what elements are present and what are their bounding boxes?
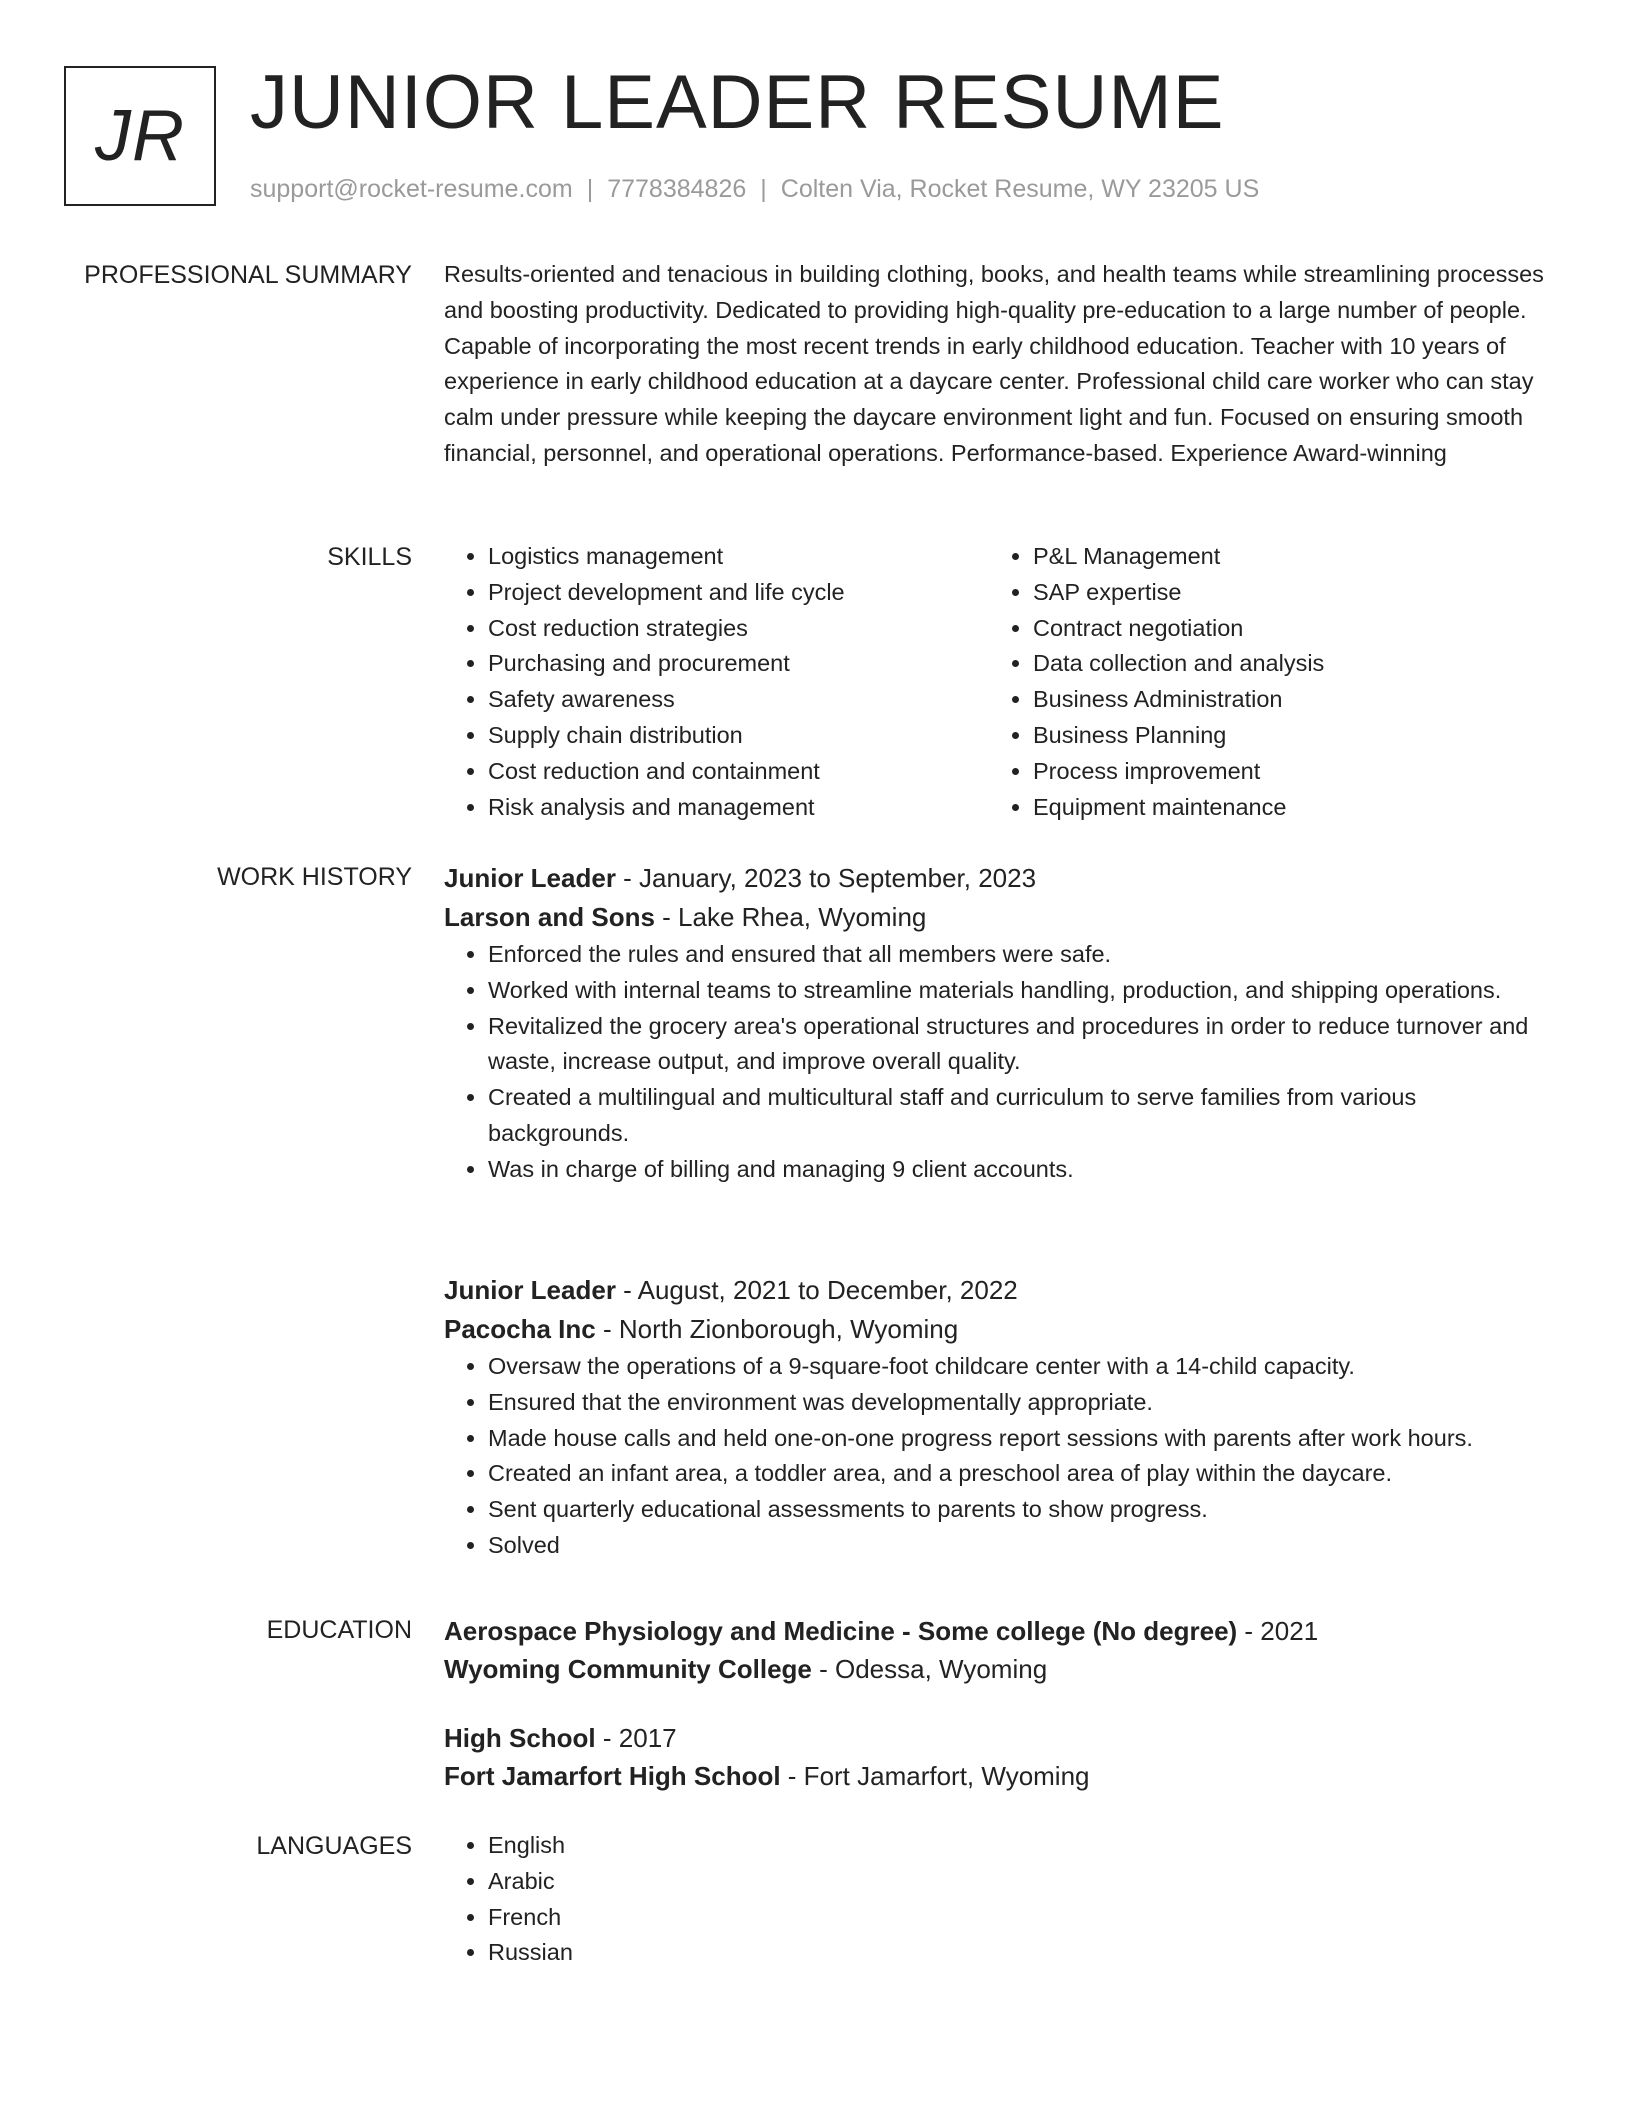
job-title: Junior Leader	[444, 863, 616, 893]
education-degree-line	[444, 1719, 1554, 1757]
list-item: • Oversaw the operations of a 9-square-foot childcare center with a 14-child capacity.	[488, 1349, 1554, 1385]
job-company: Larson and Sons	[444, 902, 655, 932]
education-label: EDUCATION	[266, 1616, 412, 1644]
contact-email: support@rocket-resume.com	[250, 175, 573, 203]
languages-body	[444, 1828, 1554, 1971]
contact-address: Colten Via, Rocket Resume, WY 23205 US	[780, 175, 1260, 203]
list-item: • Cost reduction strategies	[488, 611, 989, 647]
education-school: Wyoming Community College	[444, 1654, 812, 1684]
list-item: • Cost reduction and containment	[488, 754, 989, 790]
resume-title: JUNIOR LEADER RESUME	[250, 60, 1225, 145]
list-item: • Created a multilingual and multicultural staff and curriculum to serve families from various backgrounds.	[488, 1080, 1554, 1152]
skills-body	[444, 539, 1554, 825]
list-item: • English	[488, 1828, 1554, 1864]
list-item: • French	[488, 1900, 1554, 1936]
languages-list	[444, 1828, 1554, 1971]
list-item: • Arabic	[488, 1864, 1554, 1900]
monogram-initials: JR	[95, 96, 185, 176]
contact-separator: |	[586, 175, 594, 203]
education-location: - Fort Jamarfort, Wyoming	[780, 1761, 1090, 1791]
education-degree: Aerospace Physiology and Medicine - Some college (No degree)	[444, 1616, 1238, 1646]
job-title-line	[444, 1271, 1554, 1310]
monogram-box	[64, 66, 216, 206]
list-item: • Created an infant area, a toddler area, and a preschool area of play within the daycare.	[488, 1456, 1554, 1492]
summary-text: Results-oriented and tenacious in building clothing, books, and health teams while streamlining processes and boosting productivity. Dedicated to providing high-quality pre-education to a large number of people. Capable of incorporating the most recent trends in early childhood education. Teacher with 10 years of experience in early childhood education at a daycare center. Professional child care worker who can stay calm under pressure while keeping the daycare environment light and fun. Focused on ensuring smooth financial, personnel, and operational operations. Performance-based. Experience Award-winning	[444, 261, 1544, 466]
skills-label: SKILLS	[327, 543, 412, 571]
job-bullets	[444, 937, 1554, 1188]
education-degree: High School	[444, 1723, 596, 1753]
list-item: • Logistics management	[488, 539, 989, 575]
list-item: • Business Administration	[1033, 682, 1534, 718]
job-company: Pacocha Inc	[444, 1314, 596, 1344]
education-body	[444, 1612, 1554, 1795]
education-entry	[444, 1719, 1554, 1795]
work-history-label: WORK HISTORY	[217, 863, 412, 891]
education-entry	[444, 1612, 1554, 1688]
list-item: • Contract negotiation	[1033, 611, 1534, 647]
list-item: • Enforced the rules and ensured that all members were safe.	[488, 937, 1554, 973]
job-dates: - January, 2023 to September, 2023	[615, 863, 1037, 893]
list-item: • Risk analysis and management	[488, 790, 989, 826]
education-location: - Odessa, Wyoming	[811, 1654, 1048, 1684]
skills-list-right	[989, 539, 1534, 825]
list-item: • Russian	[488, 1935, 1554, 1971]
list-item: • Supply chain distribution	[488, 718, 989, 754]
education-year: - 2017	[595, 1723, 677, 1753]
list-item: • Worked with internal teams to streamline materials handling, production, and shipping operations.	[488, 973, 1554, 1009]
job-company-line	[444, 898, 1554, 937]
list-item: • Solved	[488, 1528, 1554, 1564]
list-item: • P&L Management	[1033, 539, 1534, 575]
job-company-line	[444, 1310, 1554, 1349]
list-item: • Equipment maintenance	[1033, 790, 1534, 826]
work-history-body	[444, 859, 1554, 1188]
job-location: - North Zionborough, Wyoming	[595, 1314, 959, 1344]
education-school-line	[444, 1650, 1554, 1688]
job-entry	[444, 859, 1554, 1188]
education-school: Fort Jamarfort High School	[444, 1761, 781, 1791]
job-bullets	[444, 1349, 1554, 1564]
summary-body	[444, 257, 1554, 472]
list-item: • Purchasing and procurement	[488, 646, 989, 682]
job-location: - Lake Rhea, Wyoming	[654, 902, 927, 932]
list-item: • Revitalized the grocery area's operational structures and procedures in order to reduce turnover and waste, increase output, and improve overall quality.	[488, 1009, 1554, 1081]
list-item: • Data collection and analysis	[1033, 646, 1534, 682]
list-item: • Project development and life cycle	[488, 575, 989, 611]
education-school-line	[444, 1757, 1554, 1795]
contact-phone: 7778384826	[607, 175, 747, 203]
job-dates: - August, 2021 to December, 2022	[615, 1275, 1018, 1305]
education-degree-line	[444, 1612, 1554, 1650]
job-title: Junior Leader	[444, 1275, 616, 1305]
education-year: - 2021	[1237, 1616, 1319, 1646]
list-item: • Ensured that the environment was developmentally appropriate.	[488, 1385, 1554, 1421]
list-item: • Made house calls and held one-on-one progress report sessions with parents after work hours.	[488, 1421, 1554, 1457]
skills-list-left	[444, 539, 989, 825]
job-title-line	[444, 859, 1554, 898]
list-item: • Was in charge of billing and managing 9 client accounts.	[488, 1152, 1554, 1188]
list-item: • SAP expertise	[1033, 575, 1534, 611]
list-item: • Safety awareness	[488, 682, 989, 718]
work-history-body	[444, 1271, 1554, 1564]
list-item: • Process improvement	[1033, 754, 1534, 790]
list-item: • Sent quarterly educational assessments to parents to show progress.	[488, 1492, 1554, 1528]
summary-label: PROFESSIONAL SUMMARY	[84, 261, 412, 289]
contact-line	[250, 175, 1259, 204]
contact-separator: |	[760, 175, 767, 203]
list-item: • Business Planning	[1033, 718, 1534, 754]
job-entry	[444, 1271, 1554, 1564]
languages-label: LANGUAGES	[256, 1832, 412, 1860]
